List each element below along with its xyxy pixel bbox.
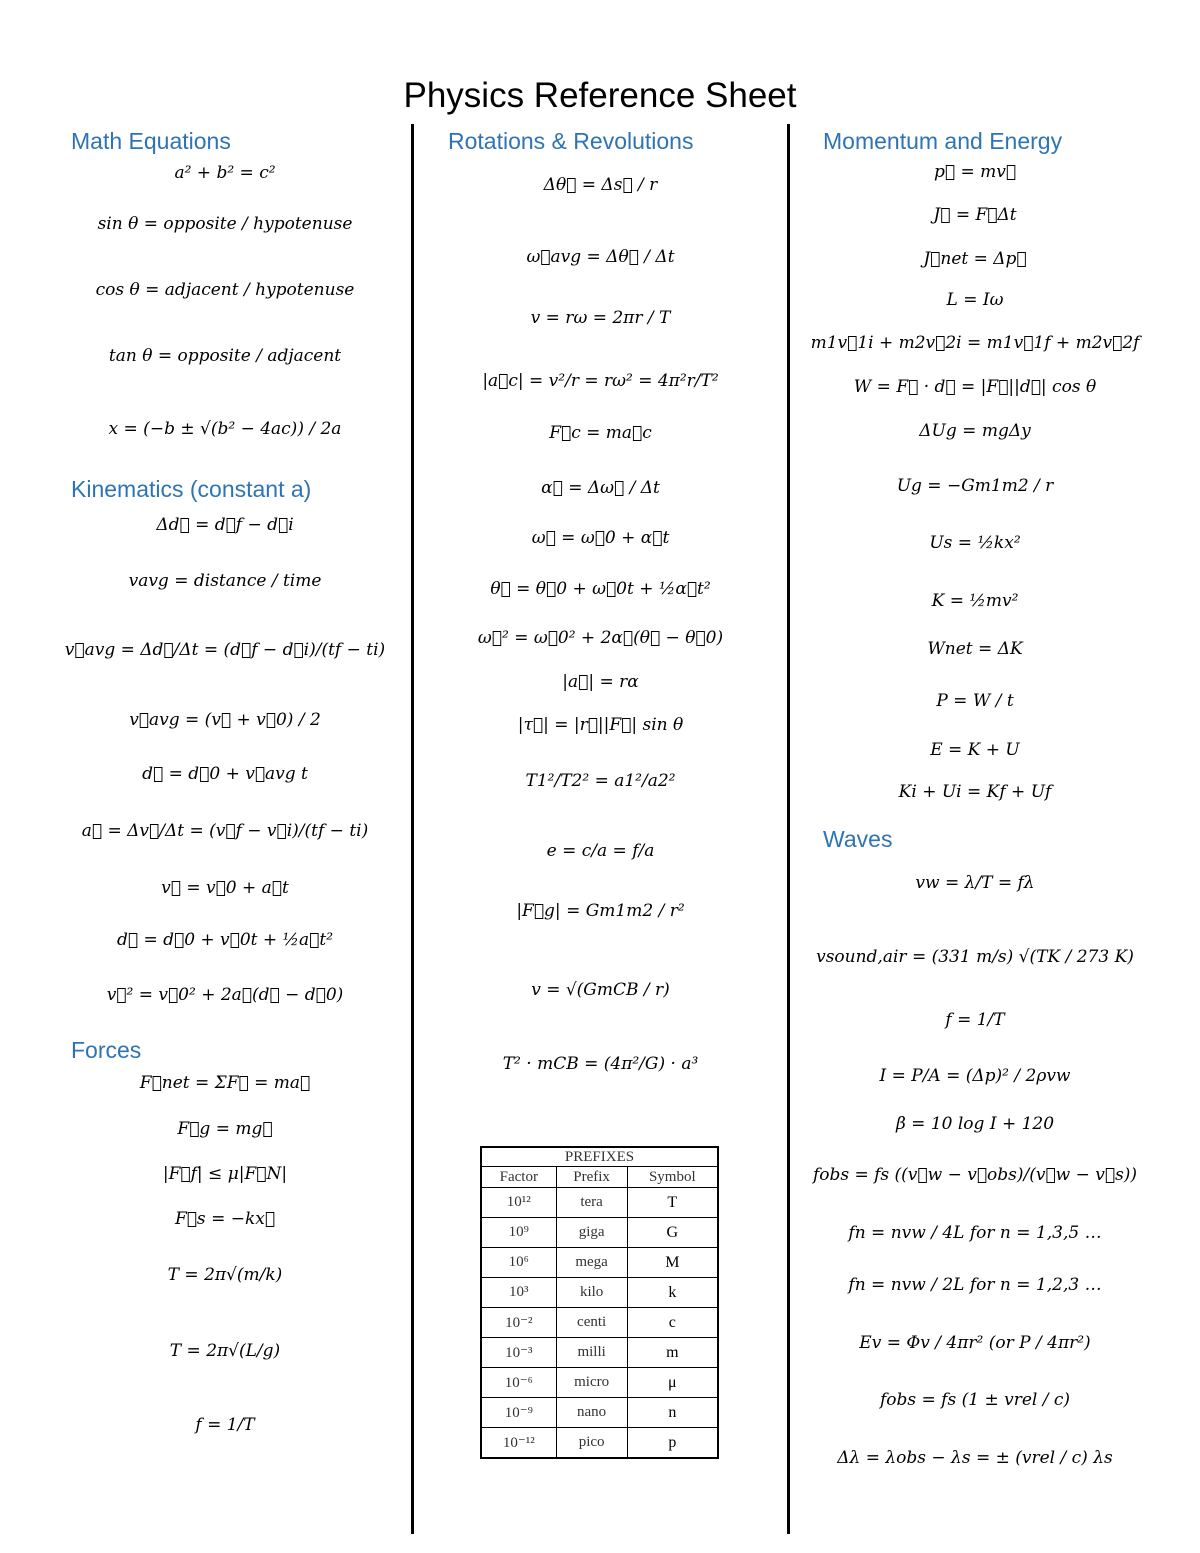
equation: a² + b² = c² xyxy=(174,163,276,183)
heading-forces: Forces xyxy=(71,1037,142,1063)
equation: ΔUg = mgΔy xyxy=(919,421,1031,441)
table-row xyxy=(481,1338,718,1368)
factor-cell: 10⁻¹² xyxy=(481,1428,556,1459)
equation: ω⃗avg = Δθ⃗ / Δt xyxy=(526,247,675,267)
equation: T = 2π√(L/g) xyxy=(169,1341,281,1361)
equation: F⃗c = ma⃗c xyxy=(549,423,652,443)
equation: d⃗ = d⃗0 + v⃗avg t xyxy=(142,764,308,784)
table-row xyxy=(481,1218,718,1248)
equation: v⃗avg = (v⃗ + v⃗0) / 2 xyxy=(129,710,321,730)
equation: T² · mCB = (4π²/G) · a³ xyxy=(502,1054,699,1074)
symbol-cell: μ xyxy=(627,1368,718,1398)
prefix-cell: centi xyxy=(556,1308,627,1338)
equation: vw = λ/T = fλ xyxy=(915,873,1035,893)
table-row xyxy=(481,1428,718,1459)
symbol-cell: M xyxy=(627,1248,718,1278)
equation: |a⃗| = rα xyxy=(562,672,639,692)
symbol-cell: k xyxy=(627,1278,718,1308)
factor-cell: 10⁻⁶ xyxy=(481,1368,556,1398)
equation: p⃗ = mv⃗ xyxy=(933,162,1017,182)
equation: θ⃗ = θ⃗0 + ω⃗0t + ½α⃗t² xyxy=(490,579,711,599)
equation: fn = nvw / 2L for n = 1,2,3 … xyxy=(848,1275,1102,1295)
prefixes-table xyxy=(480,1146,719,1459)
equation: sin θ = opposite / hypotenuse xyxy=(97,214,353,234)
equation: L = Iω xyxy=(946,290,1004,310)
equation: P = W / t xyxy=(936,691,1014,711)
column-header-factor: Factor xyxy=(481,1167,556,1188)
factor-cell: 10⁻⁹ xyxy=(481,1398,556,1428)
equation: J⃗ = F⃗Δt xyxy=(933,205,1017,225)
equation: v = rω = 2πr / T xyxy=(530,308,671,328)
column-left xyxy=(40,124,410,1544)
prefix-cell: tera xyxy=(556,1188,627,1218)
equation: Δλ = λobs − λs = ± (vrel / c) λs xyxy=(837,1448,1113,1468)
prefix-cell: pico xyxy=(556,1428,627,1459)
symbol-cell: G xyxy=(627,1218,718,1248)
prefix-cell: milli xyxy=(556,1338,627,1368)
equation: fobs = fs ((v⃗w − v⃗obs)/(v⃗w − v⃗s)) xyxy=(812,1165,1138,1185)
equation: |τ⃗| = |r⃗||F⃗| sin θ xyxy=(517,715,684,735)
prefix-cell: giga xyxy=(556,1218,627,1248)
equation: v = √(GmCB / r) xyxy=(531,980,670,1000)
column-header-symbol: Symbol xyxy=(627,1167,718,1188)
equation: E = K + U xyxy=(930,740,1020,760)
equation: Us = ½kx² xyxy=(929,533,1021,553)
equation: d⃗ = d⃗0 + v⃗0t + ½a⃗t² xyxy=(116,930,334,950)
equation: tan θ = opposite / adjacent xyxy=(108,346,342,366)
table-row xyxy=(481,1398,718,1428)
prefix-cell: mega xyxy=(556,1248,627,1278)
equation: α⃗ = Δω⃗ / Δt xyxy=(541,478,660,498)
equation: Ki + Ui = Kf + Uf xyxy=(898,782,1052,802)
equation: |F⃗g| = Gm1m2 / r² xyxy=(516,901,685,921)
heading-waves: Waves xyxy=(823,826,893,852)
equation: e = c/a = f/a xyxy=(546,841,655,861)
symbol-cell: n xyxy=(627,1398,718,1428)
table-header-row xyxy=(481,1167,718,1188)
factor-cell: 10⁻² xyxy=(481,1308,556,1338)
equation: W = F⃗ · d⃗ = |F⃗||d⃗| cos θ xyxy=(853,377,1097,397)
table-row xyxy=(481,1248,718,1278)
equation: |a⃗c| = v²/r = rω² = 4π²r/T² xyxy=(482,371,719,391)
equation: T = 2π√(m/k) xyxy=(167,1265,283,1285)
equation: F⃗s = −kx⃗ xyxy=(174,1209,276,1229)
equation: |F⃗f| ≤ μ|F⃗N| xyxy=(162,1164,288,1184)
factor-cell: 10⁻³ xyxy=(481,1338,556,1368)
heading-momentum-energy: Momentum and Energy xyxy=(823,128,1063,154)
factor-cell: 10¹² xyxy=(481,1188,556,1218)
equation: Ug = −Gm1m2 / r xyxy=(896,476,1054,496)
factor-cell: 10⁶ xyxy=(481,1248,556,1278)
heading-kinematics: Kinematics (constant a) xyxy=(71,476,312,502)
equation: vavg = distance / time xyxy=(128,571,322,591)
prefix-cell: micro xyxy=(556,1368,627,1398)
equation: fn = nvw / 4L for n = 1,3,5 … xyxy=(848,1223,1102,1243)
equation: f = 1/T xyxy=(195,1415,255,1435)
factor-cell: 10³ xyxy=(481,1278,556,1308)
equation: x = (−b ± √(b² − 4ac)) / 2a xyxy=(108,419,342,439)
equation: T1²/T2² = a1²/a2² xyxy=(525,771,676,791)
equation: v⃗² = v⃗0² + 2a⃗(d⃗ − d⃗0) xyxy=(106,985,344,1005)
equation: vsound,air = (331 m/s) √(TK / 273 K) xyxy=(816,947,1134,967)
equation: v⃗ = v⃗0 + a⃗t xyxy=(161,878,289,898)
equation: m1v⃗1i + m2v⃗2i = m1v⃗1f + m2v⃗2f xyxy=(810,333,1140,353)
heading-rotations: Rotations & Revolutions xyxy=(448,128,694,154)
table-row xyxy=(481,1368,718,1398)
table-row xyxy=(481,1308,718,1338)
equation: ω⃗² = ω⃗0² + 2α⃗(θ⃗ − θ⃗0) xyxy=(477,628,724,648)
column-header-prefix: Prefix xyxy=(556,1167,627,1188)
column-right xyxy=(790,124,1160,1544)
symbol-cell: m xyxy=(627,1338,718,1368)
equation: F⃗net = ΣF⃗ = ma⃗ xyxy=(139,1073,311,1093)
equation: ω⃗ = ω⃗0 + α⃗t xyxy=(531,528,670,548)
prefix-cell: kilo xyxy=(556,1278,627,1308)
equation: I = P/A = (Δp)² / 2ρvw xyxy=(879,1066,1071,1086)
table-row xyxy=(481,1278,718,1308)
table-row xyxy=(481,1188,718,1218)
symbol-cell: T xyxy=(627,1188,718,1218)
equation: a⃗ = Δv⃗/Δt = (v⃗f − v⃗i)/(tf − ti) xyxy=(81,821,369,841)
heading-math-equations: Math Equations xyxy=(71,128,231,154)
equation: cos θ = adjacent / hypotenuse xyxy=(95,280,355,300)
equation: Ev = Φv / 4πr² (or P / 4πr²) xyxy=(859,1333,1091,1353)
symbol-cell: c xyxy=(627,1308,718,1338)
equation: J⃗net = Δp⃗ xyxy=(923,249,1027,269)
equation: β = 10 log I + 120 xyxy=(895,1114,1055,1134)
equation: F⃗g = mg⃗ xyxy=(177,1119,273,1139)
equation: Wnet = ΔK xyxy=(927,639,1023,659)
equation: v⃗avg = Δd⃗/Δt = (d⃗f − d⃗i)/(tf − ti) xyxy=(64,640,386,660)
equation: Δθ⃗ = Δs⃗ / r xyxy=(543,175,658,195)
equation: fobs = fs (1 ± vrel / c) xyxy=(879,1390,1071,1410)
page-title: Physics Reference Sheet xyxy=(403,76,797,115)
equation: f = 1/T xyxy=(945,1010,1005,1030)
factor-cell: 10⁹ xyxy=(481,1218,556,1248)
equation: Δd⃗ = d⃗f − d⃗i xyxy=(156,515,294,535)
prefix-cell: nano xyxy=(556,1398,627,1428)
prefixes-caption: PREFIXES xyxy=(481,1147,718,1167)
equation: K = ½mv² xyxy=(931,591,1019,611)
symbol-cell: p xyxy=(627,1428,718,1459)
